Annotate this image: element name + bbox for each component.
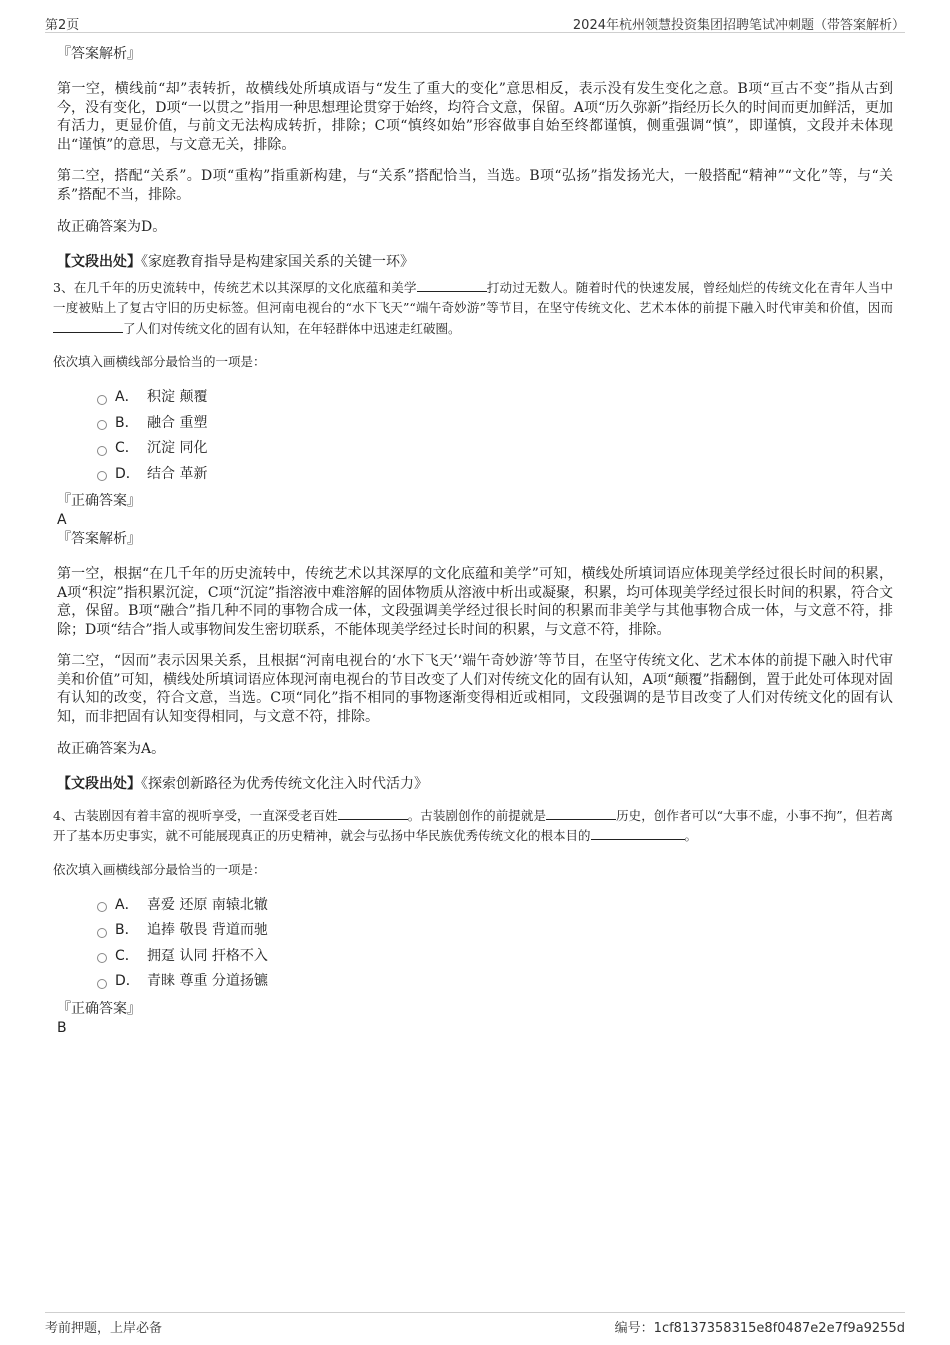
analysis-paragraph: 第二空，“因而”表示因果关系，且根据“河南电视台的‘水下飞天’‘端午奇妙游’等节目，在坚守传统文化、艺术本体的前提下融入时代审美和价值”可知，横线处所填词语应体现河南电视台的节目改变了人们对传统文化的固有认知，A项“颠覆”指翻倒，置于此处可体现对固有认知的改变，符合文意，当选。C项“同化”指不相同的事物逐渐变得相近或相同，文段强调的是节目改变了人们对传统文化的固有认知，而非把固有认知变得相同，与文意不符，排除。 <box>57 653 893 725</box>
correct-answer: B <box>57 1019 67 1036</box>
option-c[interactable]: C． 沉淀 同化 <box>97 436 893 462</box>
option-b[interactable]: B． 追捧 敬畏 背道而驰 <box>97 918 893 944</box>
analysis-label: 『答案解析』 <box>57 531 141 547</box>
option-b[interactable]: B． 融合 重塑 <box>97 411 893 437</box>
source-line <box>57 774 893 794</box>
analysis-paragraph: 第一空，根据“在几千年的历史流转中，传统艺术以其深厚的文化底蕴和美学”可知，横线处所填词语应体现美学经过很长时间的积累，A项“积淀”指积累沉淀，C项“沉淀”指溶液中难溶解的固体物质从溶液中析出或凝聚，积累，均可体现美学经过很长时间的积累，符合文意，保留。B项“融合”指几种不同的事物合成一体，文段强调美学经过很长时间的积累而非美学与其他事物合成一体，与文意不符，排除；D项“结合”指人或事物间发生密切联系，不能体现美学经过长时间的积累，与文意不符，排除。 <box>57 566 893 638</box>
analysis-paragraph: 第一空，横线前“却”表转折，故横线处所填成语与“发生了重大的变化”意思相反，表示没有发生变化之意。B项“亘古不变”指从古到今，没有变化，D项“一以贯之”指用一种思想理论贯穿于始终，均符合文意，保留。A项“历久弥新”指经历长久的时间而更加鲜活，更加有活力，更显价值，与前文无法构成转折，排除；C项“慎终如始”形容做事自始至终都谨慎，侧重强调“慎”，即谨慎，文段并未体现出“谨慎”的意思，与文意无关，排除。 <box>57 81 893 153</box>
question-4-text: 4、古装剧因有着丰富的视听享受，一直深受老百姓 。古装剧创作的前提就是 历史，创作者可以“大事不虚，小事不拘”，但若离开了基本历史事实，就不可能展现真正的历史精神，就会与弘扬中华民族优秀传统文化的根本目的 。 <box>53 807 893 843</box>
radio-icon[interactable] <box>97 953 107 963</box>
correct-answer: A <box>57 512 67 528</box>
correct-answer-label: 『正确答案』 <box>57 1000 141 1017</box>
question-prompt: 依次填入画横线部分最恰当的一项是： <box>53 354 266 369</box>
conclusion-text: 故正确答案为D。 <box>57 219 167 235</box>
page-footer <box>45 1312 905 1339</box>
radio-icon[interactable] <box>97 902 107 912</box>
source-label: 【文段出处】 <box>57 775 141 792</box>
source-title: 《探索创新路径为优秀传统文化注入时代活力》 <box>141 775 428 792</box>
footer-slogan: 考前押题，上岸必备 <box>45 1321 163 1336</box>
option-d[interactable]: D． 青睐 尊重 分道扬镳 <box>97 969 893 995</box>
answer-blank <box>338 807 408 820</box>
source-title: 《家庭教育指导是构建家国关系的关键一环》 <box>141 253 414 270</box>
answer-blank <box>546 807 616 820</box>
radio-icon[interactable] <box>97 471 107 481</box>
page-number: 第2页 <box>45 18 80 33</box>
main-content <box>53 44 893 1037</box>
radio-icon[interactable] <box>97 979 107 989</box>
question-prompt: 依次填入画横线部分最恰当的一项是： <box>53 861 266 877</box>
analysis-paragraph: 第二空，搭配“关系”。D项“重构”指重新构建，与“关系”搭配恰当，当选。B项“弘扬”指发扬光大，一般搭配“精神”“文化”等，与“关系”搭配不当，排除。 <box>57 168 893 203</box>
page-header <box>45 12 905 33</box>
option-a[interactable]: A． 积淀 颠覆 <box>97 385 893 411</box>
document-title: 2024年杭州领慧投资集团招聘笔试冲刺题（带答案解析） <box>572 18 905 33</box>
document-code: 编号：1cf8137358315e8f0487e2e7f9a9255d <box>614 1321 905 1336</box>
radio-icon[interactable] <box>97 928 107 938</box>
option-a[interactable]: A． 喜爱 还原 南辕北辙 <box>97 893 893 919</box>
analysis-label: 『答案解析』 <box>57 46 141 62</box>
answer-blank <box>417 279 487 292</box>
options-list-q3 <box>97 385 893 487</box>
radio-icon[interactable] <box>97 420 107 430</box>
question-3-text: 3、在几千年的历史流转中，传统艺术以其深厚的文化底蕴和美学 打动过无数人。随着时代的快速发展，曾经灿烂的传统文化在青年人当中一度被贴上了复古守旧的历史标签。但河南电视台的“水下飞天”“端午奇妙游”等节目，在坚守传统文化、艺术本体的前提下融入时代审美和价值，因而了人们对传统文化的固有认知，在年轻群体中迅速走红破圈。 <box>53 279 893 336</box>
source-label: 【文段出处】 <box>57 253 141 270</box>
option-d[interactable]: D． 结合 革新 <box>97 462 893 488</box>
correct-answer-label: 『正确答案』 <box>57 493 141 509</box>
options-list-q4 <box>97 893 893 995</box>
answer-blank <box>53 320 123 333</box>
radio-icon[interactable] <box>97 395 107 405</box>
conclusion-text: 故正确答案为A。 <box>57 741 166 757</box>
radio-icon[interactable] <box>97 446 107 456</box>
answer-blank <box>591 827 685 840</box>
option-c[interactable]: C． 拥趸 认同 扞格不入 <box>97 944 893 970</box>
source-line <box>57 252 893 272</box>
